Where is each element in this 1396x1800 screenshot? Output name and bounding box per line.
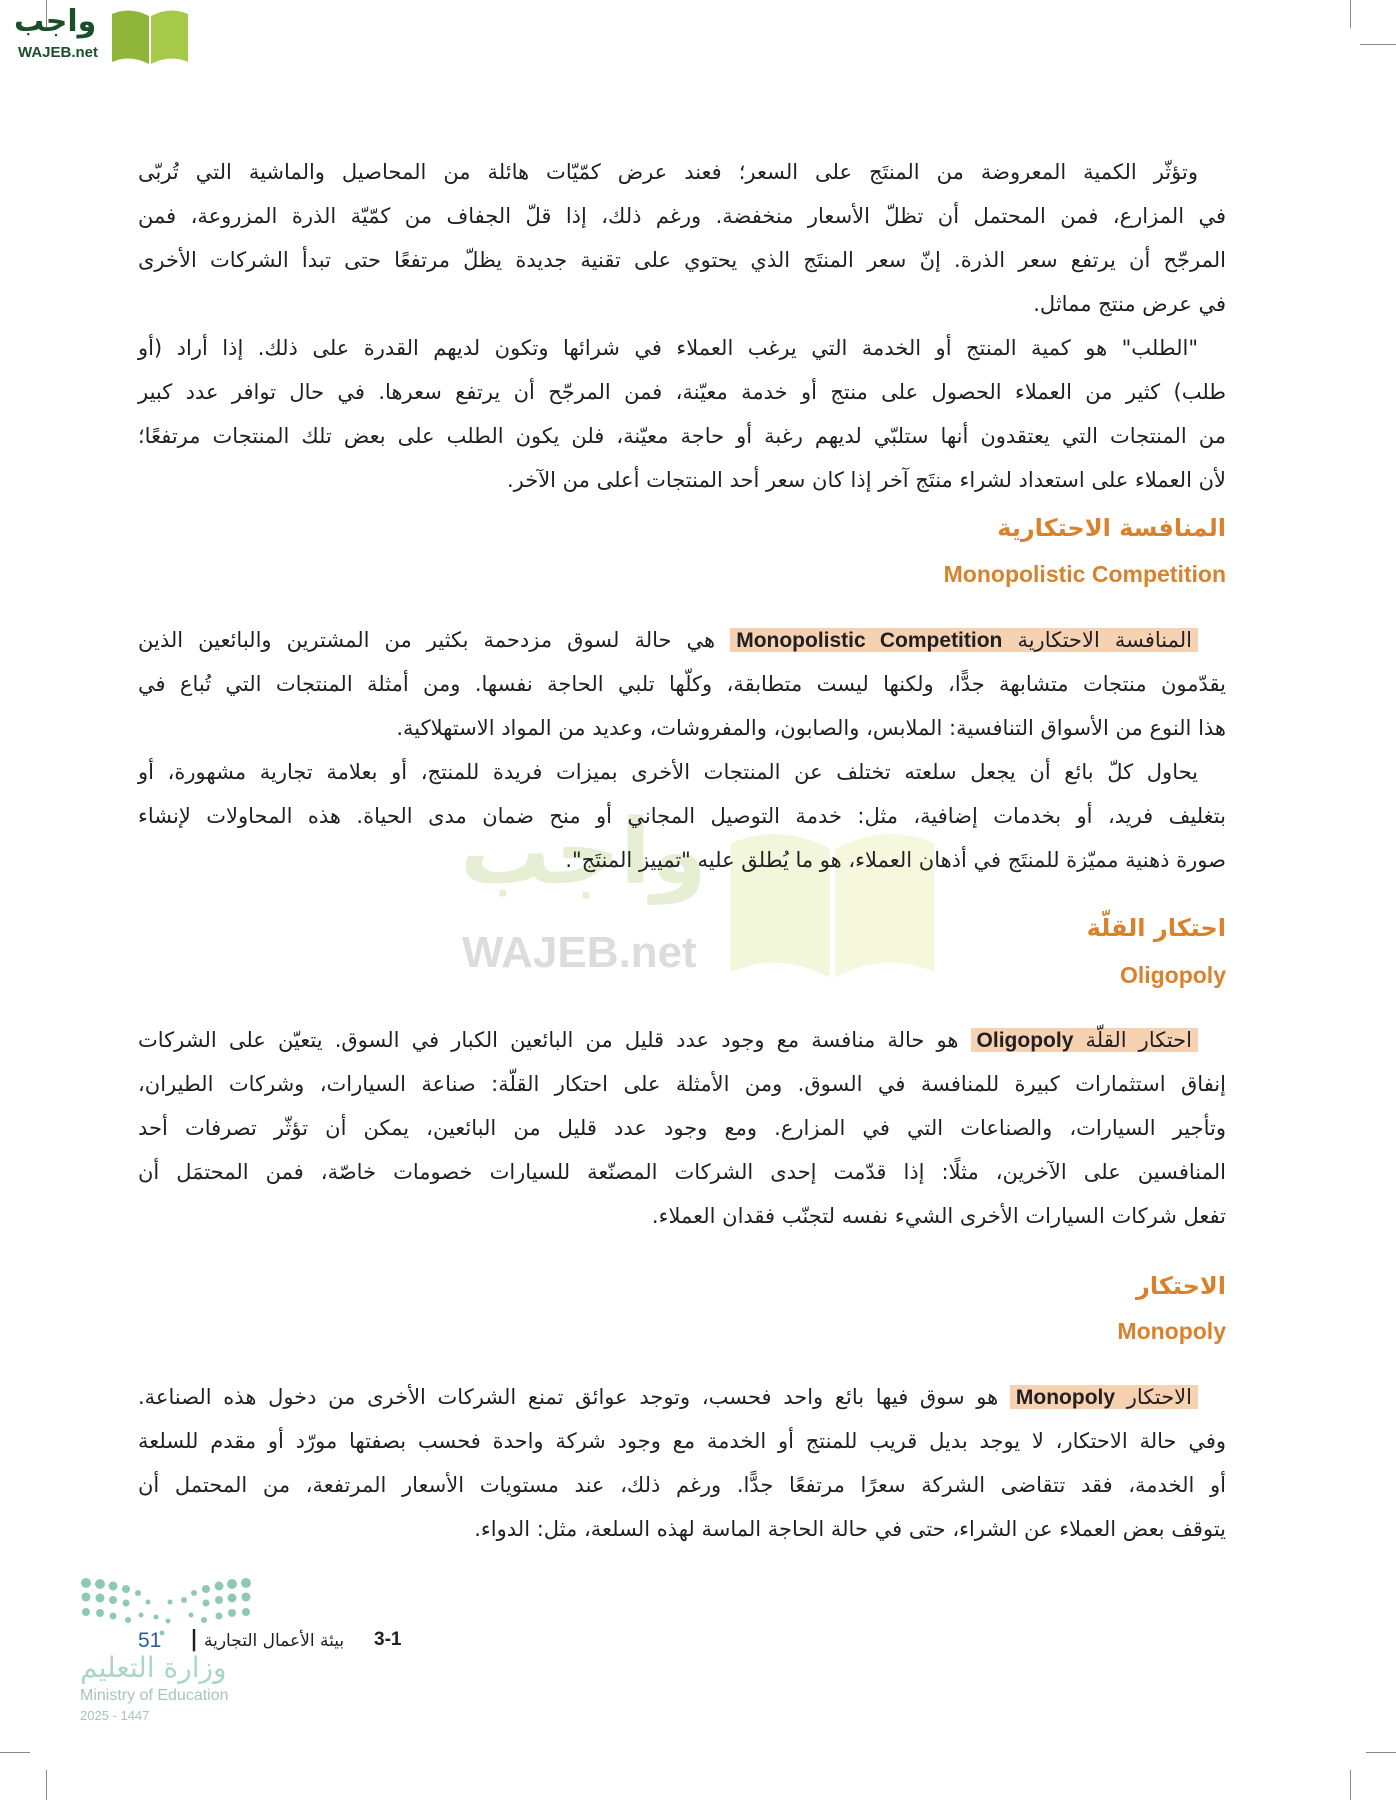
text-line: إنفاق استثمارات كبيرة للمنافسة في السوق. ومن الأمثلة على احتكار القلّة: صناعة السيارات، وشركات الطيران، (138, 1072, 1226, 1096)
text-line: هو سوق فيها بائع واحد فحسب، وتوجد عوائق تمنع الشركات الأخرى من دخول هذه الصناعة. (138, 1385, 999, 1409)
text-line: تفعل شركات السيارات الأخرى الشيء نفسه لتجنّب فقدان العملاء. (651, 1204, 1226, 1228)
unit-title: بيئة الأعمال التجارية (204, 1631, 345, 1651)
text-line: "الطلب" هو كمية المنتج أو الخدمة التي يرغب العملاء في شرائها وتكون لديهم القدرة على ذلك. إذا أراد (أو (138, 336, 1198, 360)
text-line: وفي حالة الاحتكار، لا يوجد بديل قريب للمنتج أو الخدمة مع وجود شركة واحدة فحسب بصفتها مورّد أو مقدم للسلعة (138, 1429, 1226, 1453)
footer-separator: | (190, 1627, 199, 1652)
logo-english: WAJEB.net (18, 44, 99, 61)
text-line: يتوقف بعض العملاء عن الشراء، حتى في حالة الحاجة الماسة لهذه السلعة، مثل: الدواء. (474, 1517, 1226, 1541)
watermark-english: WAJEB.net (462, 928, 697, 977)
intro-section (138, 150, 1226, 502)
text-line: هو حالة منافسة مع وجود عدد قليل من البائعين الكبار في السوق. يتعيّن على الشركات (138, 1028, 959, 1052)
text-line: لأن العملاء على استعداد لشراء منتَج آخر إذا كان سعر أحد المنتجات أعلى من الآخر. (506, 468, 1226, 492)
text-line: يحاول كلّ بائع أن يجعل سلعته تختلف عن المنتجات الأخرى بميزات فريدة للمنتج، أو بعلامة تجارية مشهورة، أو (138, 760, 1198, 784)
unit-number: 3-1 (374, 1629, 402, 1650)
page-number: 51 (138, 1629, 162, 1652)
term-ar: احتكار القلّة (1085, 1028, 1192, 1052)
term-en: Monopoly (1015, 1386, 1116, 1409)
crop-mark (1350, 1770, 1351, 1800)
book-icon (108, 6, 192, 66)
ministry-english: Ministry of Education (80, 1687, 229, 1704)
term-highlight (1010, 1385, 1198, 1409)
text-line: في المزارع، فمن المحتمل أن تظلّ الأسعار منخفضة. ورغم ذلك، إذا قلّ الجفاف من كمّيّة الذرة المزروعة، فمن (138, 204, 1226, 228)
heading-monopoly-ar: الاحتكار (1136, 1272, 1226, 1300)
text-line: يقدّمون منتجات متشابهة جدًّا، ولكنها ليست متطابقة، وكلّها تلبي الحاجة نفسها. ومن أمثلة المنتجات التي تُباع في (138, 672, 1226, 696)
crop-mark (1350, 0, 1351, 28)
page-footer (78, 1575, 478, 1735)
text-line: هذا النوع من الأسواق التنافسية: الملابس، والصابون، والمفروشات، وعديد من المواد الاستهلاكية. (396, 716, 1226, 740)
text-line: وتؤثّر الكمية المعروضة من المنتَج على السعر؛ فعند عرض كمّيّات هائلة من المحاصيل والماشية التي تُربّى (138, 160, 1198, 184)
crop-mark (46, 1770, 47, 1800)
text-line: المرجّح أن يرتفع سعر الذرة. إنّ سعر المنتَج الذي يحتوي على تقنية جديدة يظلّ مرتفعًا حتى تبدأ الشركات الأخرى (138, 248, 1226, 272)
monopolistic-section (138, 618, 1226, 882)
term-highlight (971, 1028, 1198, 1052)
text-line: بتغليف فريد، أو بخدمات إضافية، مثل: خدمة التوصيل المجاني أو منح ضمان مدى الحياة. هذه المحاولات لإنشاء (138, 804, 1226, 828)
heading-oligopoly-en: Oligopoly (1119, 962, 1226, 988)
logo-arabic: واجب (14, 4, 97, 39)
crop-mark (0, 1752, 30, 1753)
term-en: Oligopoly (976, 1029, 1074, 1052)
monopoly-section (138, 1375, 1226, 1551)
oligopoly-section (138, 1018, 1226, 1238)
text-line: هي حالة لسوق مزدحمة بكثير من المشترين والبائعين الذين (138, 628, 716, 652)
heading-monopolistic-ar: المنافسة الاحتكارية (997, 514, 1226, 542)
text-line: أو الخدمة، فقد تتقاضى الشركة سعرًا مرتفعًا جدًّا. ورغم ذلك، عند مستويات الأسعار المرتفعة، من المحتمل أن (138, 1473, 1226, 1497)
term-ar: المنافسة الاحتكارية (1017, 628, 1193, 652)
text-line: من المنتجات التي يعتقدون أنها ستلبّي لديهم رغبة أو حاجة معيّنة، فلن يكون الطلب على بعض تلك المنتجات مرتفعًا؛ (138, 424, 1226, 448)
crop-mark (1360, 44, 1396, 45)
heading-oligopoly-ar: احتكار القلّة (1086, 914, 1226, 942)
text-line: في عرض منتج مماثل. (1033, 292, 1226, 316)
term-highlight (730, 628, 1198, 652)
watermark-arabic: واجب (460, 800, 707, 905)
crop-mark (1366, 1752, 1396, 1753)
ministry-arabic: وزارة التعليم (80, 1651, 227, 1684)
heading-monopoly-en: Monopoly (1117, 1318, 1226, 1344)
year-label: 2025 - 1447 (80, 1708, 150, 1723)
text-line: صورة ذهنية مميّزة للمنتَج في أذهان العملاء، هو ما يُطلق عليه "تمييز المنتَج". (565, 848, 1226, 872)
term-en: Monopolistic Competition (736, 629, 1003, 652)
text-line: المنافسين على الآخرين، مثلًا: إذا قدّمت إحدى الشركات المصنّعة للسيارات خصومات خاصّة، فمن المحتمَل أن (138, 1160, 1226, 1184)
text-line: وتأجير السيارات، والصناعات التي في المزارع. ومع وجود عدد قليل من البائعين، يمكن أن تؤثّر تصرفات أحد (138, 1116, 1226, 1140)
term-ar: الاحتكار (1126, 1385, 1192, 1409)
text-line: طلب) كثير من العملاء الحصول على منتج أو خدمة معيّنة، فمن المرجّح أن يرتفع سعرها. في حال توافر عدد كبير (138, 380, 1226, 404)
wajeb-logo[interactable] (8, 4, 194, 68)
heading-monopolistic-en: Monopolistic Competition (943, 561, 1226, 587)
